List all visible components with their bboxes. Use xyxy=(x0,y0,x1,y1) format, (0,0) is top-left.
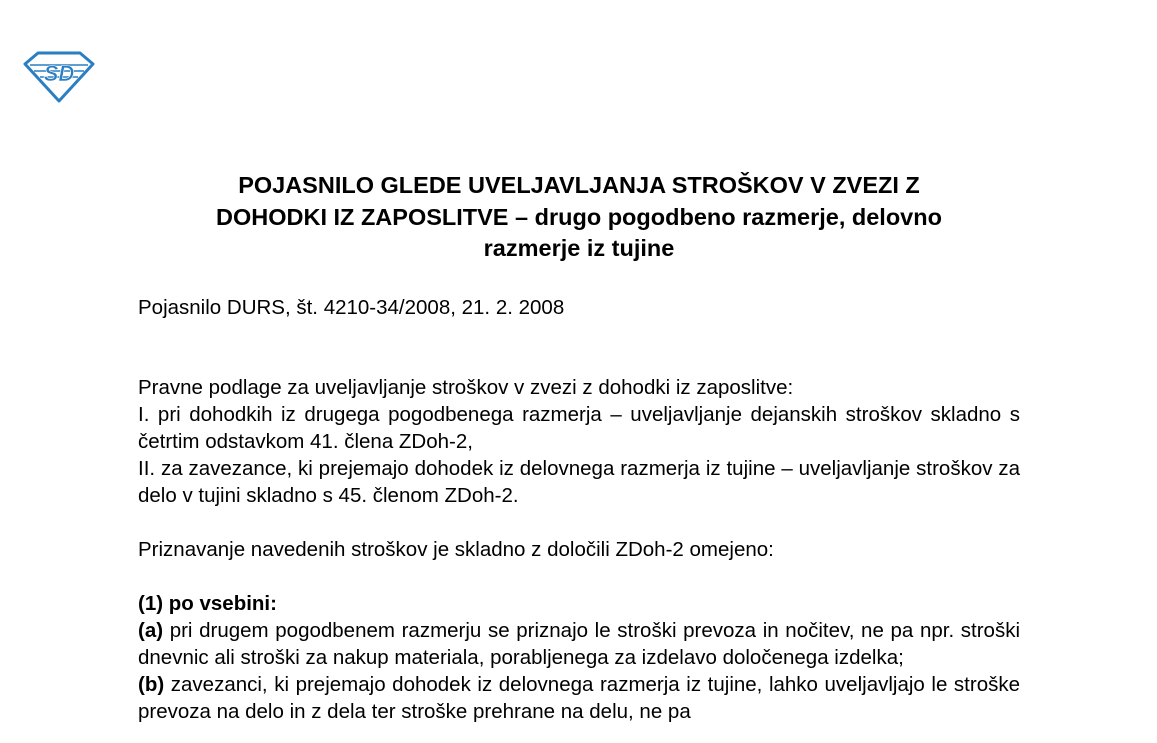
legal-basis-item-2: II. za zavezance, ki prejemajo dohodek iz delovnega razmerja iz tujine – uveljavljanje stroškov za delo v tujini skladno s 45. členom ZDoh-2. xyxy=(138,457,1020,507)
legal-basis-intro: Pravne podlage za uveljavljanje stroškov v zvezi z dohodki iz zaposlitve: xyxy=(138,376,794,399)
document-reference: Pojasnilo DURS, št. 4210-34/2008, 21. 2. 2008 xyxy=(138,296,565,319)
title-line-2: DOHODKI IZ ZAPOSLITVE – drugo pogodbeno razmerje, delovno xyxy=(216,203,942,230)
section-1-item-b xyxy=(138,671,1020,725)
document-title xyxy=(138,170,1020,265)
sd-shield-logo-icon xyxy=(22,50,96,104)
section-1-item-a xyxy=(138,617,1020,671)
document-body xyxy=(138,374,1020,725)
logo-lettering: SD xyxy=(43,61,75,86)
sd-logo xyxy=(22,50,96,104)
title-line-3: razmerje iz tujine xyxy=(483,235,675,261)
section-1-heading: (1) po vsebini: xyxy=(138,592,277,615)
item-b-label: (b) xyxy=(138,673,165,696)
item-b-text: zavezanci, ki prejemajo dohodek iz delovnega razmerja iz tujine, lahko uveljavljajo le stroške prevoza na delo in z dela ter stroške prehrane na delu, ne pa xyxy=(138,673,1020,723)
item-a-text: pri drugem pogodbenem razmerju se priznajo le stroški prevoza in nočitev, ne pa npr. stroški dnevnic ali stroški za nakup materiala, porabljenega za izdelavo določenega izdelka; xyxy=(138,619,1020,669)
title-line-1: POJASNILO GLEDE UVELJAVLJANJA STROŠKOV V ZVEZI Z xyxy=(238,172,920,198)
limitation-intro: Priznavanje navedenih stroškov je skladno z določili ZDoh-2 omejeno: xyxy=(138,538,774,561)
legal-basis-item-1: I. pri dohodkih iz drugega pogodbenega razmerja – uveljavljanje dejanskih stroškov skladno s četrtim odstavkom 41. člena ZDoh-2, xyxy=(138,403,1020,453)
item-a-label: (a) xyxy=(138,619,164,642)
